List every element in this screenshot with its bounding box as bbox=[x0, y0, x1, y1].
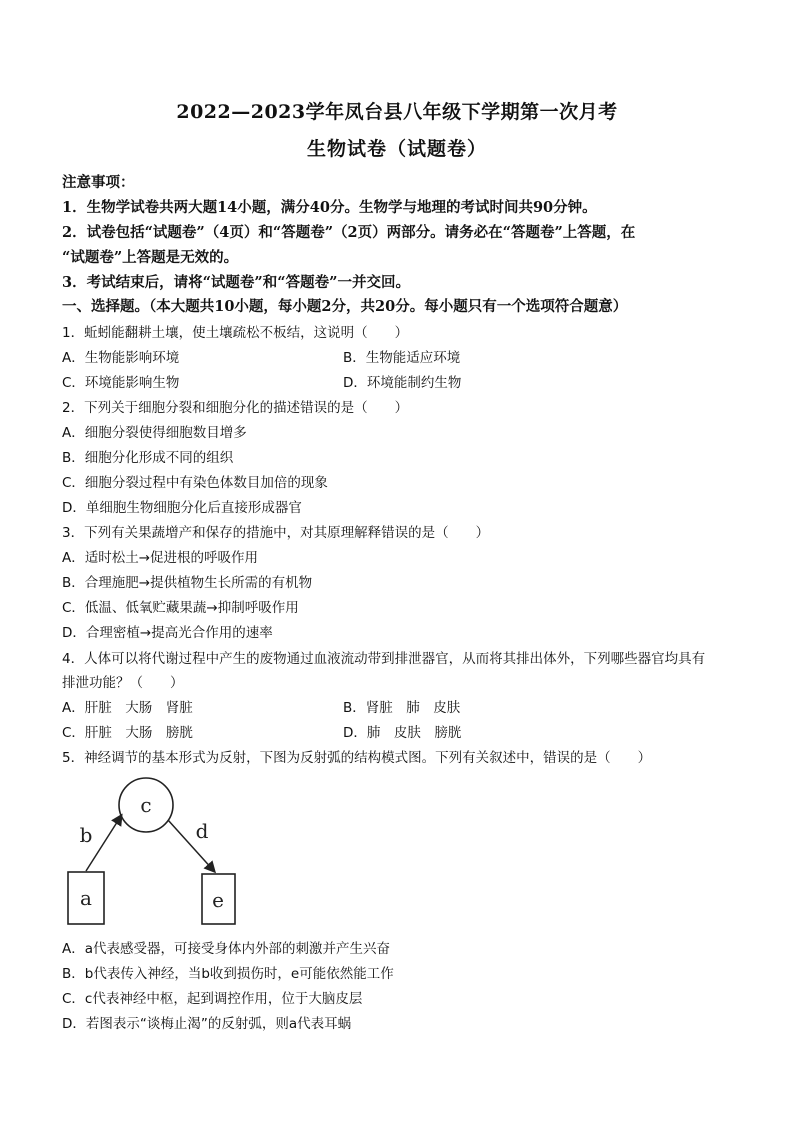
question-1-option-b: B．生物能适应环境 bbox=[343, 350, 461, 366]
node-c-label: c bbox=[140, 793, 152, 817]
question-5-option-c: C．c代表神经中枢，起到调控作用，位于大脑皮层 bbox=[62, 991, 363, 1007]
exam-title: 2022—2023学年凤台县八年级下学期第一次月考 bbox=[176, 101, 618, 123]
question-4-option-a: A．肝脏 大肠 肾脏 bbox=[62, 700, 193, 716]
reflex-arc-diagram bbox=[62, 770, 262, 935]
question-1-stem: 1．蚯蚓能翻耕土壤，使土壤疏松不板结，这说明（ ） bbox=[62, 325, 409, 341]
question-3-option-a: A．适时松土→促进根的呼吸作用 bbox=[62, 550, 259, 566]
note-item-1: 1．生物学试卷共两大题14小题，满分40分。生物学与地理的考试时间共90分钟。 bbox=[62, 199, 597, 216]
question-5-option-a: A．a代表感受器，可接受身体内外部的刺激并产生兴奋 bbox=[62, 941, 391, 957]
section-heading: 一、选择题。（本大题共10小题，每小题2分，共20分。每小题只有一个选项符合题意） bbox=[62, 298, 628, 315]
question-4-stem: 4．人体可以将代谢过程中产生的废物通过血液流动带到排泄器官，从而将其排出体外，下列哪些器官均具有 bbox=[62, 651, 706, 667]
question-5-option-d: D．若图表示“谈梅止渴”的反射弧，则a代表耳蜗 bbox=[62, 1016, 352, 1032]
node-a-label: a bbox=[80, 886, 92, 910]
question-1-option-d: D．环境能制约生物 bbox=[343, 375, 462, 391]
note-item-3: 3．考试结束后，请将“试题卷”和“答题卷”一并交回。 bbox=[62, 274, 410, 291]
question-2-stem: 2．下列关于细胞分裂和细胞分化的描述错误的是（ ） bbox=[62, 400, 409, 416]
question-4-option-d: D．肺 皮肤 膀胱 bbox=[343, 725, 462, 741]
question-2-option-a: A．细胞分裂使得细胞数目增多 bbox=[62, 425, 247, 441]
question-2-option-b: B．细胞分化形成不同的组织 bbox=[62, 450, 234, 466]
question-2-option-c: C．细胞分裂过程中有染色体数目加倍的现象 bbox=[62, 475, 328, 491]
question-3-option-b: B．合理施肥→提供植物生长所需的有机物 bbox=[62, 575, 313, 591]
question-5-stem: 5．神经调节的基本形式为反射，下图为反射弧的结构模式图。下列有关叙述中，错误的是（ ） bbox=[62, 750, 652, 766]
question-3-option-d: D．合理密植→提高光合作用的速率 bbox=[62, 625, 273, 641]
exam-subtitle: 生物试卷（试题卷） bbox=[306, 138, 487, 160]
question-2-option-d: D．单细胞生物细胞分化后直接形成器官 bbox=[62, 500, 302, 516]
note-item-2-cont: “试题卷”上答题是无效的。 bbox=[62, 249, 239, 266]
notes-heading: 注意事项： bbox=[62, 174, 135, 191]
arrow-b-label: b bbox=[79, 823, 93, 847]
question-1-option-a: A．生物能影响环境 bbox=[62, 350, 180, 366]
question-5-option-b: B．b代表传入神经，当b收到损伤时，e可能依然能工作 bbox=[62, 966, 394, 982]
question-3-option-c: C．低温、低氧贮藏果蔬→抑制呼吸作用 bbox=[62, 600, 299, 616]
question-3-stem: 3．下列有关果蔬增产和保存的措施中，对其原理解释错误的是（ ） bbox=[62, 525, 490, 541]
node-e-label: e bbox=[212, 888, 224, 912]
question-4-stem-cont: 排泄功能？（ ） bbox=[62, 675, 184, 691]
note-item-2: 2．试卷包括“试题卷”（4页）和“答题卷”（2页）两部分。请务必在“答题卷”上答题，在 bbox=[62, 224, 636, 241]
arrow-d-label: d bbox=[195, 819, 209, 843]
question-4-option-c: C．肝脏 大肠 膀胱 bbox=[62, 725, 193, 741]
question-4-option-b: B．肾脏 肺 皮肤 bbox=[343, 700, 461, 716]
question-1-option-c: C．环境能影响生物 bbox=[62, 375, 180, 391]
